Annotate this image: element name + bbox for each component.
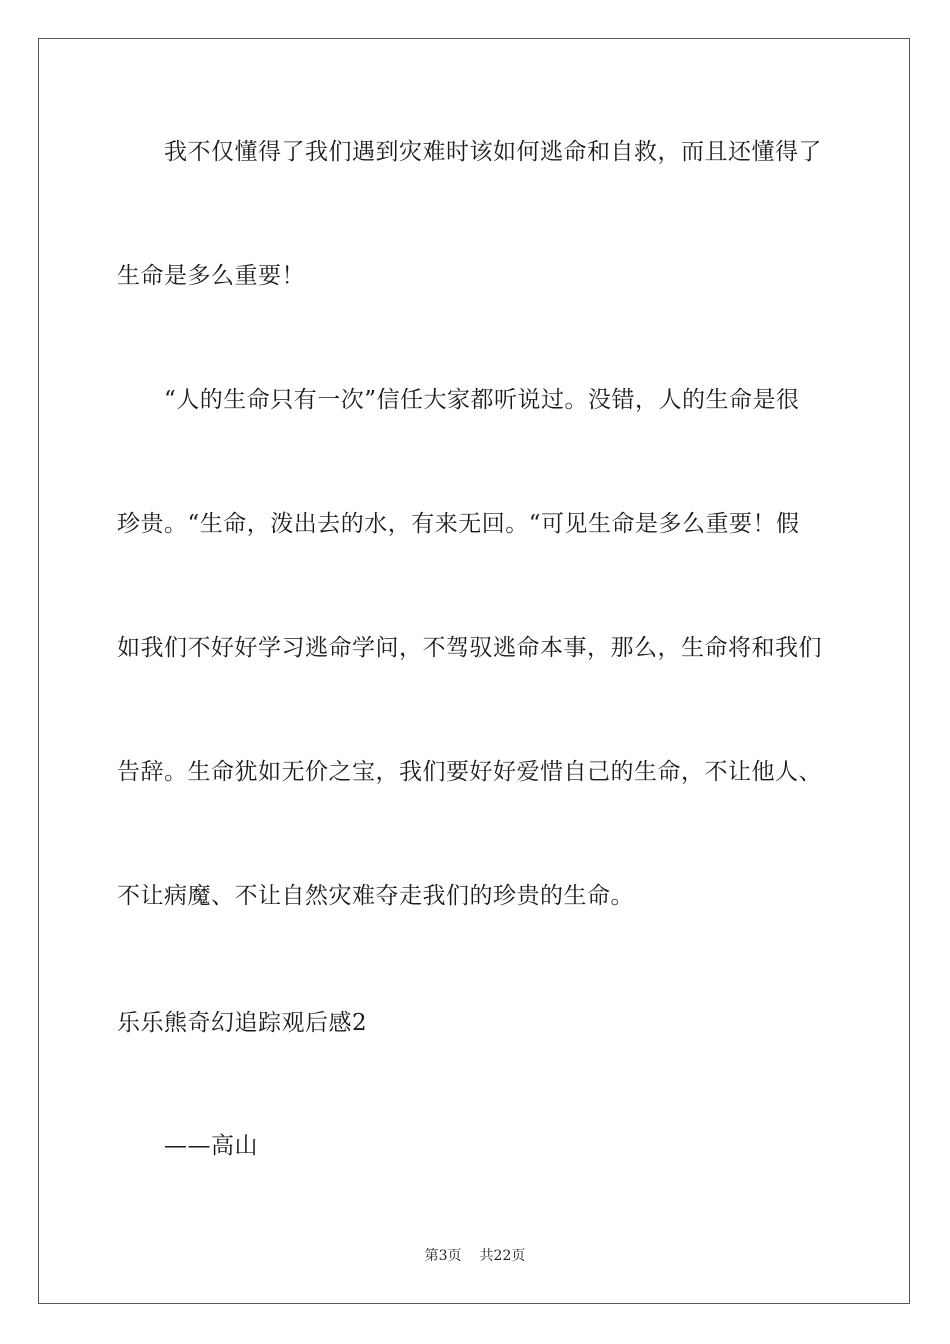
paragraph-line: 我不仅懂得了我们遇到灾难时该如何逃命和自救，而且还懂得了 bbox=[164, 139, 822, 165]
paragraph-line: 告辞。生命犹如无价之宝，我们要好好爱惜自己的生命，不让他人、 bbox=[117, 759, 822, 785]
paragraph-line: 珍贵。“生命，泼出去的水，有来无回。“可见生命是多么重要！假 bbox=[117, 511, 800, 537]
paragraph-line: 如我们不好好学习逃命学问，不驾驭逃命本事，那么，生命将和我们 bbox=[117, 635, 822, 661]
author-line: ——高山 bbox=[164, 1133, 258, 1159]
page-frame bbox=[38, 38, 910, 1304]
page-number: 第3页 bbox=[424, 1248, 462, 1264]
paragraph-line: 生命是多么重要！ bbox=[117, 263, 305, 289]
section-title: 乐乐熊奇幻追踪观后感2 bbox=[117, 1010, 368, 1036]
paragraph-line: 不让病魔、不让自然灾难夺走我们的珍贵的生命。 bbox=[117, 883, 634, 909]
page-footer bbox=[0, 1247, 950, 1265]
paragraph-line: “人的生命只有一次”信任大家都听说过。没错，人的生命是很 bbox=[164, 387, 800, 413]
total-pages: 共22页 bbox=[479, 1248, 526, 1264]
